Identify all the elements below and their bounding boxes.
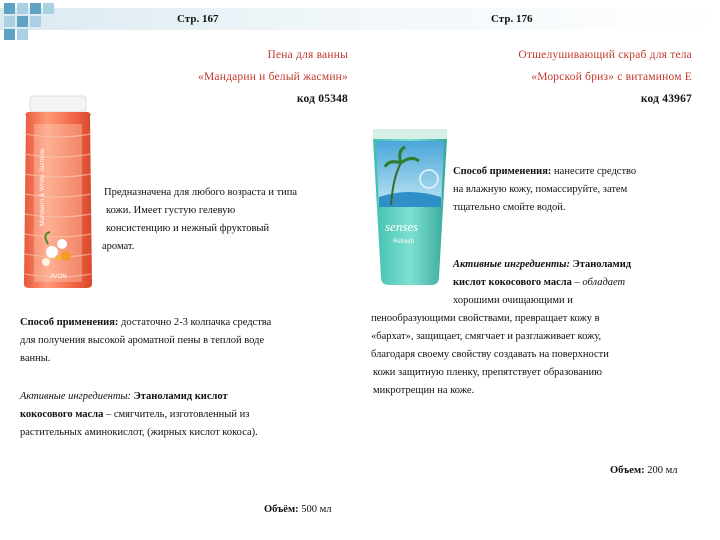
bottle-label-text: Mandarin & White Jasmine xyxy=(39,148,46,226)
right-usage-block xyxy=(453,163,713,217)
right-usage-text: нанесите средство xyxy=(551,166,637,177)
right-usage-label: Способ применения: xyxy=(453,166,552,177)
bottle-brand: AVON xyxy=(50,274,67,280)
right-product-code: код 43967 xyxy=(640,93,692,105)
left-volume-value: 500 мл xyxy=(298,504,332,515)
left-usage-block xyxy=(20,314,360,368)
left-desc-line: аромат. xyxy=(102,241,135,252)
left-product-title xyxy=(88,44,348,110)
tube-subtitle: Refresh xyxy=(393,239,415,245)
right-active-text: – обладает xyxy=(571,277,626,288)
right-active-bold: кислот кокосового масла xyxy=(453,277,572,288)
right-active-line: «бархат», защищает, смягчает и разглаживает кожу, xyxy=(371,331,602,342)
right-title-line1: Отшелушивающий скраб для тела xyxy=(518,49,692,61)
right-usage-line: на влажную кожу, помассируйте, затем xyxy=(453,184,628,195)
right-ingredients-block xyxy=(371,256,711,400)
right-active-line: благодаря своему свойству создавать на поверхности xyxy=(371,349,609,360)
left-volume xyxy=(264,501,331,519)
right-page-number: Стр. 176 xyxy=(491,13,533,25)
left-usage-text: достаточно 2-3 колпачка средства xyxy=(118,317,272,328)
right-active-text: Этаноламид xyxy=(569,259,632,270)
right-title-line2: «Морской бриз» с витамином Е xyxy=(531,71,692,83)
left-active-text: – смягчитель, изготовленный из xyxy=(103,409,250,420)
left-desc-line: консистенцию и нежный фруктовый xyxy=(106,223,270,234)
right-product-title xyxy=(392,44,692,110)
right-usage-line: тщательно смойте водой. xyxy=(453,202,566,213)
left-volume-label: Объём: xyxy=(264,504,299,515)
left-usage-label: Способ применения: xyxy=(20,317,119,328)
left-description xyxy=(104,184,354,256)
right-active-label: Активные ингредиенты: xyxy=(453,259,570,270)
left-product-code: код 05348 xyxy=(296,93,348,105)
left-title-line2: «Мандарин и белый жасмин» xyxy=(198,71,348,83)
left-usage-line: ванны. xyxy=(20,353,51,364)
right-active-line: пенообразующими свойствами, превращает кожу в xyxy=(371,313,600,324)
bath-foam-bottle-image xyxy=(20,94,100,290)
left-desc-line: Предназначена для любого возраста и типа xyxy=(104,187,298,198)
right-volume-value: 200 мл xyxy=(644,465,678,476)
left-page-number: Стр. 167 xyxy=(177,13,219,25)
tube-brand: senses xyxy=(385,219,419,234)
left-ingredients-block xyxy=(20,388,360,442)
left-active-line: растительных аминокислот, (жирных кислот кокоса). xyxy=(20,427,258,438)
left-usage-line: для получения высокой ароматной пены в теплой воде xyxy=(20,335,265,346)
left-active-text: Этаноламид кислот xyxy=(131,391,228,402)
left-desc-line: кожи. Имеет густую гелевую xyxy=(106,205,236,216)
right-active-line: хорошими очищающими и xyxy=(453,295,573,306)
left-active-label: Активные ингредиенты: xyxy=(20,391,132,402)
left-active-bold: кокосового масла xyxy=(20,409,104,420)
right-volume-label: Объем: xyxy=(610,465,645,476)
left-title-line1: Пена для ванны xyxy=(267,49,348,61)
header-bar xyxy=(0,8,720,30)
right-volume xyxy=(610,462,677,480)
right-active-line: микротрещин на коже. xyxy=(373,385,475,396)
right-active-line: кожи защитную пленку, препятствует образованию xyxy=(373,367,602,378)
